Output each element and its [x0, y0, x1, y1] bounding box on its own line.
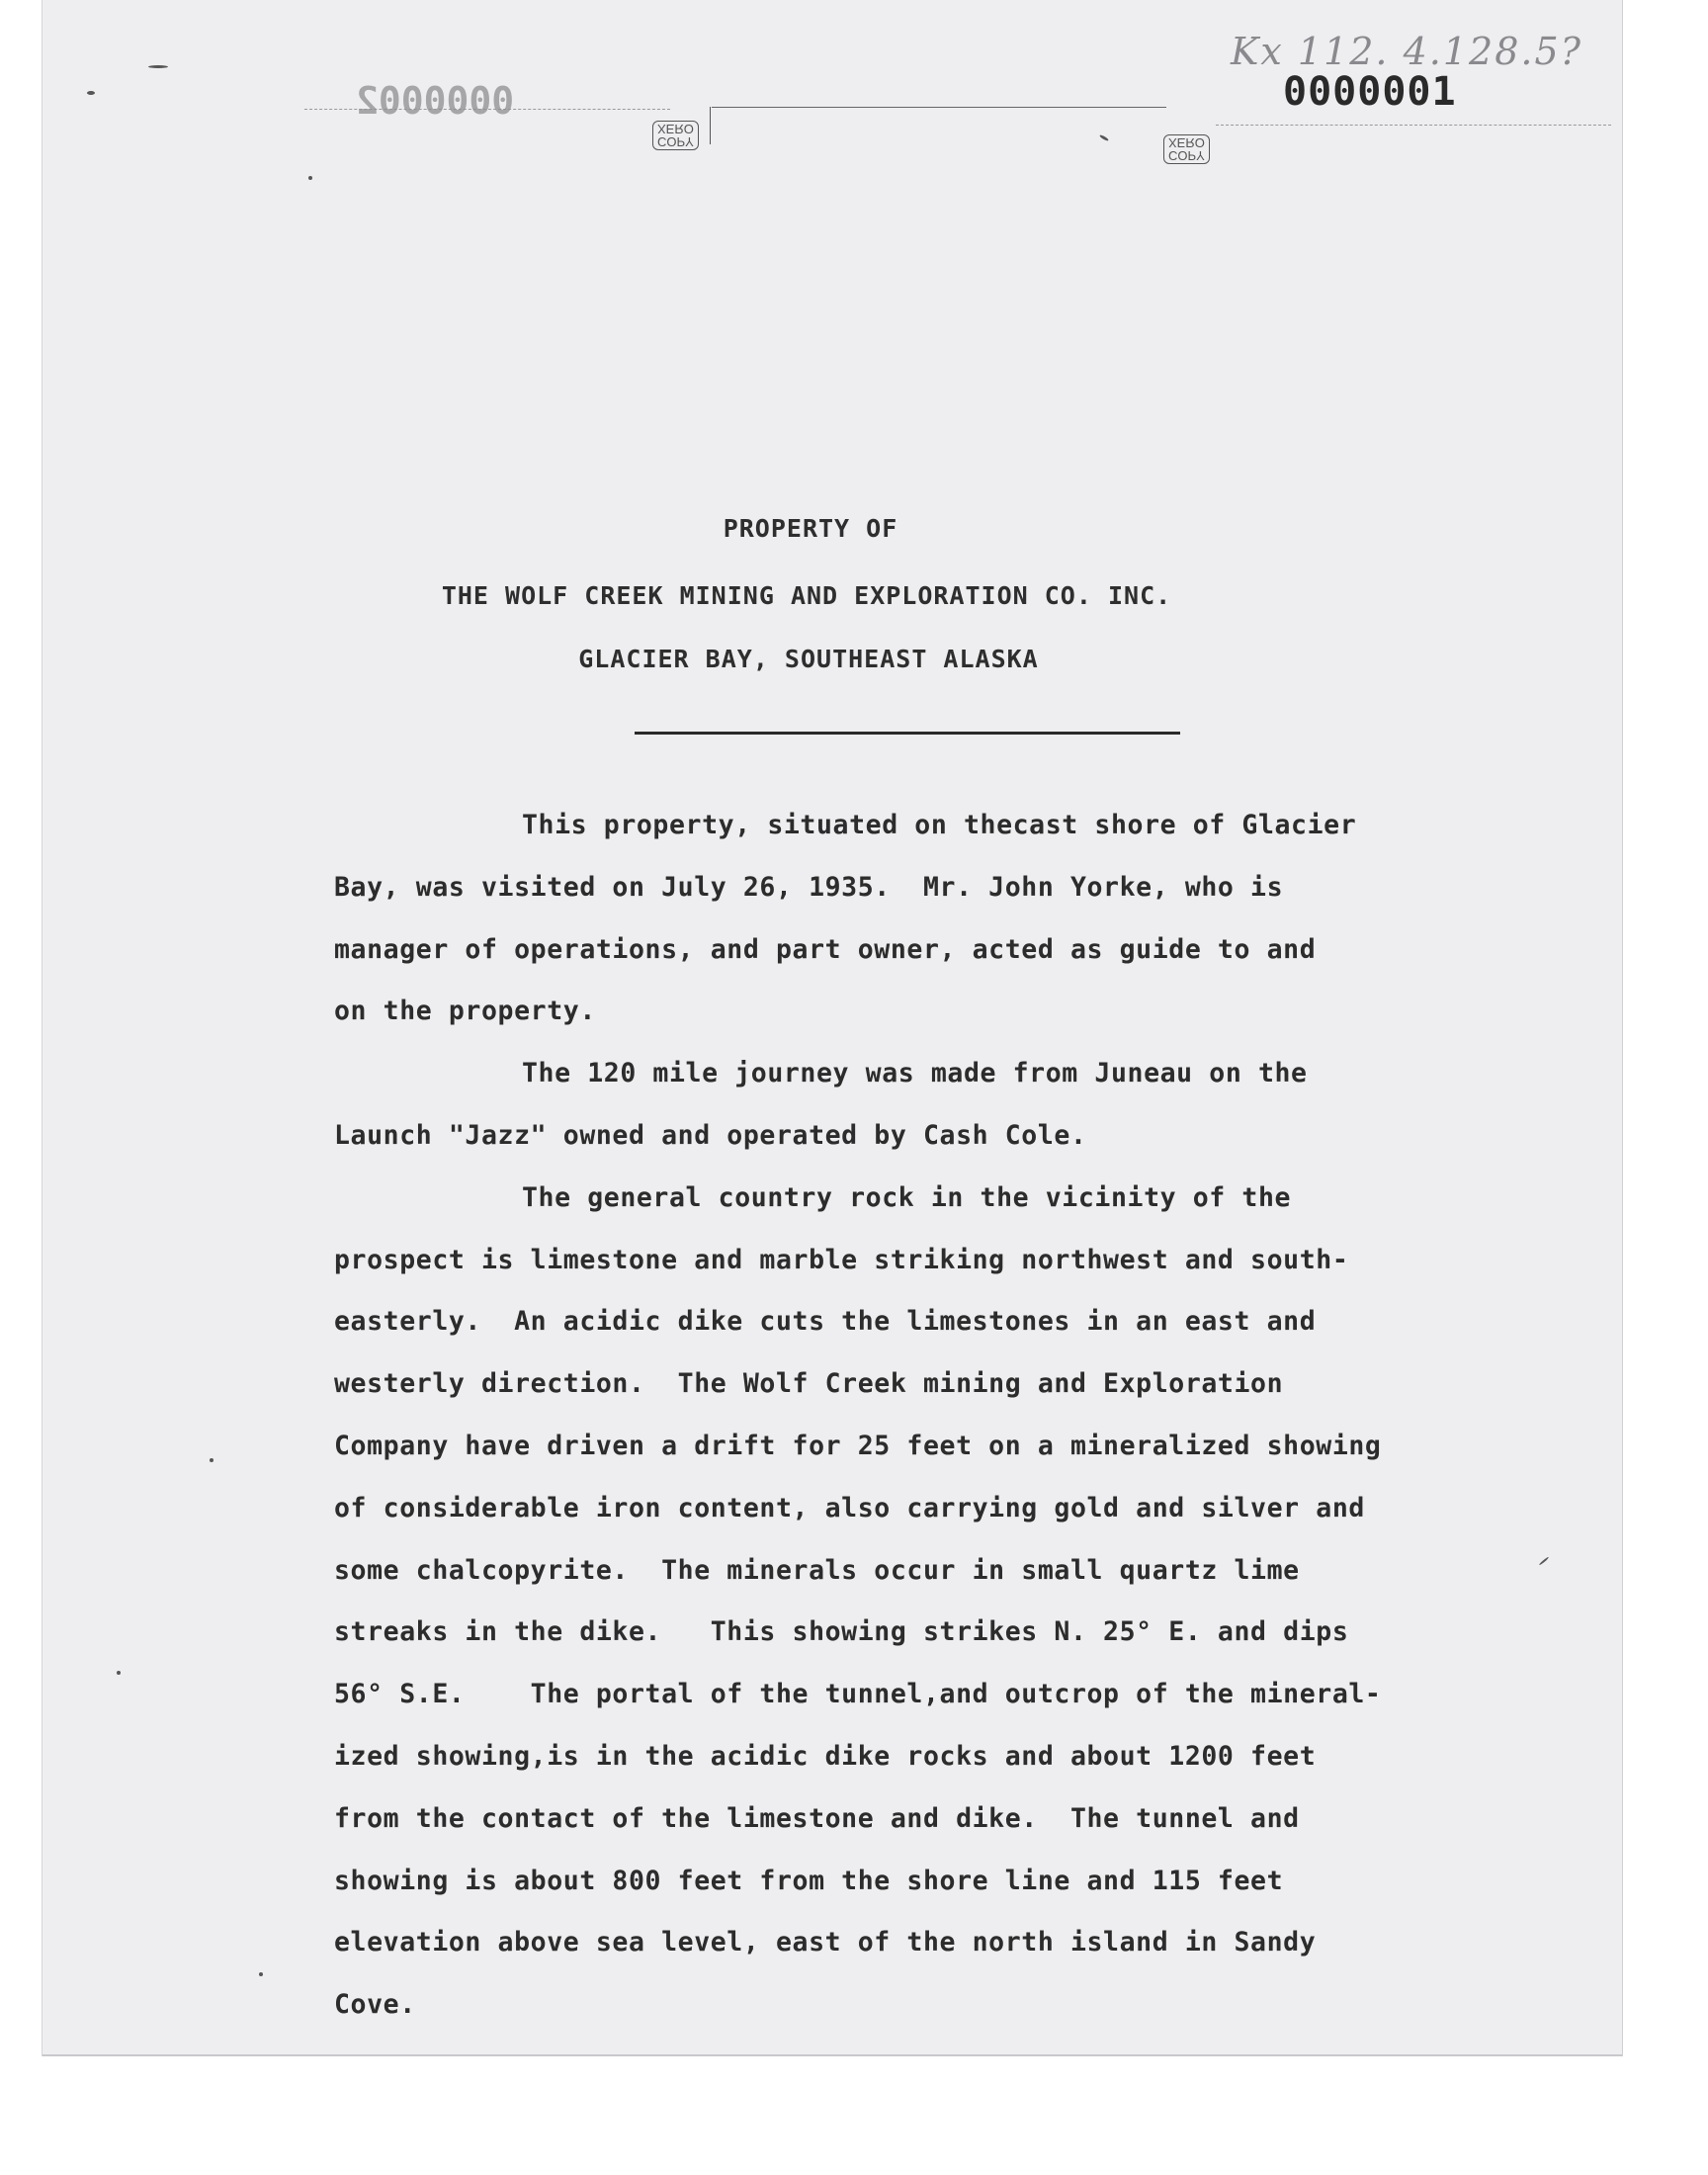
scan-speck: [308, 176, 312, 180]
body-line: prospect is limestone and marble striking northwest and south-: [334, 1244, 1349, 1275]
scan-speck: [148, 65, 168, 68]
body-line: The general country rock in the vicinity of the: [522, 1181, 1292, 1213]
body-line: Bay, was visited on July 26, 1935. Mr. John Yorke, who is: [334, 871, 1284, 903]
body-line: streaks in the dike. This showing strikes N. 25° E. and dips: [334, 1616, 1349, 1648]
body-line: some chalcopyrite. The minerals occur in small quartz lime: [334, 1554, 1300, 1586]
xero-copy-stamp: [1163, 134, 1210, 164]
body-line: on the property.: [334, 996, 596, 1027]
scan-artifact-line: [1216, 125, 1611, 126]
document-heading-line-3: GLACIER BAY, SOUTHEAST ALASKA: [578, 645, 1039, 673]
scan-speck: [117, 1671, 121, 1675]
body-line: manager of operations, and part owner, acted as guide to and: [334, 933, 1317, 965]
report-body: [334, 795, 1619, 2037]
body-line: showing is about 800 feet from the shore line and 115 feet: [334, 1865, 1284, 1896]
handwritten-catalog-note: Kx 112. 4.128.5?: [1231, 30, 1583, 73]
scan-speck: [259, 1972, 263, 1976]
scan-artifact-line: [710, 107, 711, 144]
body-line: 56° S.E. The portal of the tunnel,and outcrop of the mineral-: [334, 1679, 1382, 1710]
xero-copy-stamp: [652, 121, 699, 150]
body-line: The 120 mile journey was made from Juneau on the: [522, 1058, 1308, 1089]
stamp-text: XERO: [1168, 135, 1205, 150]
stamp-text: COPY: [1168, 148, 1205, 163]
stamp-text: COPY: [657, 134, 694, 149]
heading-underline: [635, 732, 1180, 735]
scan-speck: [210, 1458, 214, 1462]
body-line: westerly direction. The Wolf Creek mining and Exploration: [334, 1368, 1284, 1400]
body-line: easterly. An acidic dike cuts the limestones in an east and: [334, 1306, 1317, 1338]
scan-artifact-line: [712, 107, 1166, 108]
body-line: ized showing,is in the acidic dike rocks and about 1200 feet: [334, 1740, 1317, 1772]
body-line: from the contact of the limestone and dike. The tunnel and: [334, 1802, 1300, 1834]
scan-speck: [87, 91, 95, 95]
document-heading-line-2: THE WOLF CREEK MINING AND EXPLORATION CO. INC.: [441, 581, 1172, 610]
document-heading-line-1: PROPERTY OF: [723, 514, 898, 543]
body-line: Launch "Jazz" owned and operated by Cash Cole.: [334, 1119, 1087, 1151]
body-line: Cove.: [334, 1989, 416, 2021]
document-number-stamp: 0000001: [1283, 69, 1457, 115]
body-line: elevation above sea level, east of the north island in Sandy: [334, 1927, 1317, 1958]
mirrored-document-number: 0000002: [356, 79, 515, 123]
body-line: of considerable iron content, also carrying gold and silver and: [334, 1492, 1365, 1523]
body-line: This property, situated on thecast shore of Glacier: [522, 810, 1357, 840]
stamp-text: XERO: [657, 122, 694, 136]
body-line: Company have driven a drift for 25 feet on a mineralized showing: [334, 1430, 1382, 1461]
